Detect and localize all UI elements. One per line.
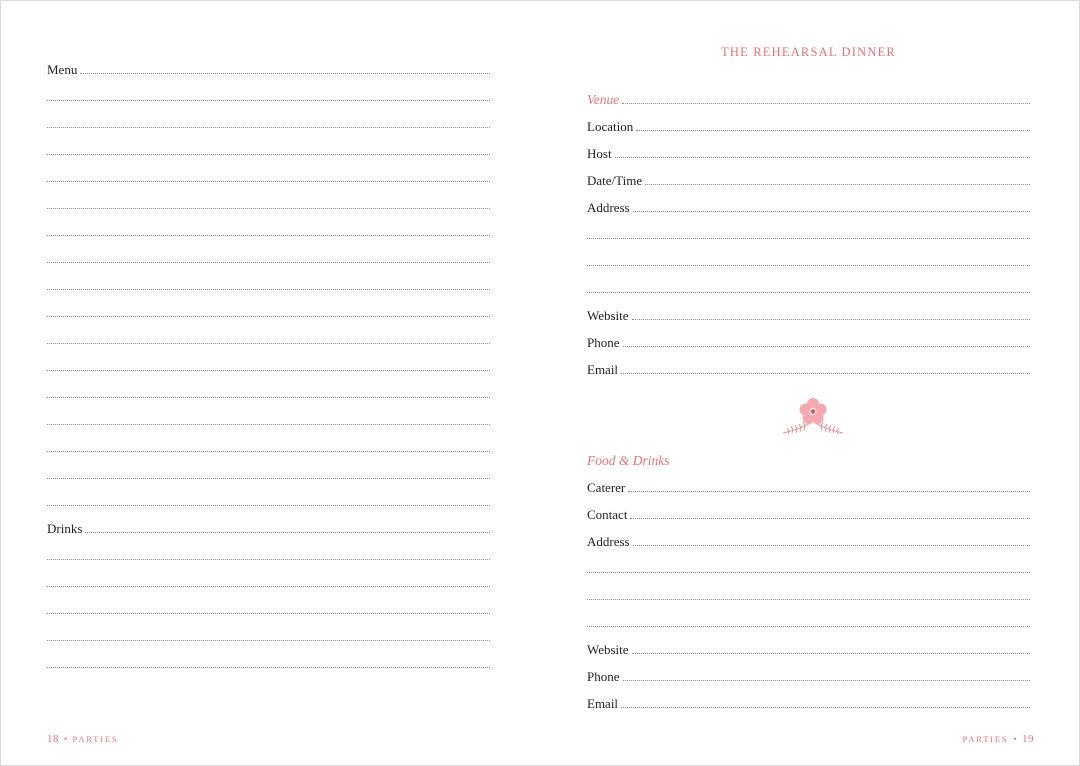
venue-heading: Venue [587, 92, 620, 107]
write-line [587, 599, 1030, 600]
menu-line[interactable] [47, 221, 490, 237]
venue-heading-row [587, 89, 1030, 105]
contact-field[interactable] [587, 504, 1030, 520]
folio-bullet: • [64, 734, 68, 744]
write-line [47, 127, 490, 128]
page-folio-left [47, 733, 118, 745]
drinks-line[interactable] [47, 572, 490, 588]
menu-line[interactable] [47, 194, 490, 210]
page-number: 18 [47, 733, 59, 745]
menu-line[interactable] [47, 140, 490, 156]
write-line [587, 265, 1030, 266]
caterer-address-line[interactable] [587, 558, 1030, 574]
menu-label: Menu [47, 62, 78, 77]
write-line [47, 235, 490, 236]
write-line [632, 319, 1030, 320]
caterer-address-line[interactable] [587, 585, 1030, 601]
write-line [47, 451, 490, 452]
flower-ornament-icon [781, 395, 845, 439]
venue-website-field[interactable] [587, 305, 1030, 321]
write-line [621, 707, 1030, 708]
field-label: Host [587, 146, 612, 161]
caterer-email-field[interactable] [587, 693, 1030, 709]
menu-line[interactable] [47, 383, 490, 399]
drinks-label: Drinks [47, 521, 83, 536]
write-line [47, 505, 490, 506]
write-line [47, 262, 490, 263]
venue-location-field[interactable] [587, 116, 1030, 132]
food-drinks-heading-row [587, 450, 1030, 466]
right-page [540, 1, 1079, 765]
write-line [47, 424, 490, 425]
write-line [47, 343, 490, 344]
field-label: Address [587, 200, 630, 215]
write-line [633, 211, 1030, 212]
page-number: 19 [1022, 733, 1034, 745]
write-line [622, 103, 1030, 104]
menu-line[interactable] [47, 248, 490, 264]
write-line [636, 130, 1030, 131]
caterer-phone-field[interactable] [587, 666, 1030, 682]
write-line [623, 680, 1031, 681]
write-line [47, 316, 490, 317]
write-line [47, 100, 490, 101]
menu-line[interactable] [47, 437, 490, 453]
write-line [80, 73, 490, 74]
food-drinks-heading: Food & Drinks [587, 453, 670, 468]
write-line [587, 238, 1030, 239]
caterer-address-line[interactable] [587, 612, 1030, 628]
field-label: Phone [587, 669, 620, 684]
venue-address-line[interactable] [587, 224, 1030, 240]
venue-phone-field[interactable] [587, 332, 1030, 348]
field-label: Caterer [587, 480, 626, 495]
menu-line[interactable] [47, 275, 490, 291]
write-line [47, 397, 490, 398]
menu-line[interactable] [47, 491, 490, 507]
menu-row[interactable] [47, 59, 490, 75]
drinks-line[interactable] [47, 599, 490, 615]
venue-address-field[interactable] [587, 197, 1030, 213]
page-folio-right [963, 733, 1034, 745]
menu-line[interactable] [47, 356, 490, 372]
field-label: Email [587, 362, 619, 377]
write-line [47, 559, 490, 560]
field-label: Website [587, 642, 629, 657]
menu-line[interactable] [47, 410, 490, 426]
caterer-address-field[interactable] [587, 531, 1030, 547]
write-line [628, 491, 1030, 492]
write-line [47, 478, 490, 479]
write-line [645, 184, 1030, 185]
page-title: THE REHEARSAL DINNER [721, 45, 896, 59]
write-line [85, 532, 490, 533]
menu-line[interactable] [47, 86, 490, 102]
write-line [615, 157, 1030, 158]
write-line [587, 572, 1030, 573]
menu-line[interactable] [47, 464, 490, 480]
caterer-field[interactable] [587, 477, 1030, 493]
folio-bullet: • [1013, 734, 1017, 744]
write-line [47, 289, 490, 290]
menu-line[interactable] [47, 302, 490, 318]
write-line [47, 586, 490, 587]
write-line [47, 181, 490, 182]
venue-address-line[interactable] [587, 278, 1030, 294]
drinks-line[interactable] [47, 653, 490, 669]
field-label: Website [587, 308, 629, 323]
drinks-line[interactable] [47, 626, 490, 642]
write-line [623, 346, 1031, 347]
drinks-row[interactable] [47, 518, 490, 534]
write-line [47, 370, 490, 371]
write-line [632, 653, 1030, 654]
write-line [47, 667, 490, 668]
write-line [621, 373, 1030, 374]
write-line [47, 613, 490, 614]
drinks-line[interactable] [47, 545, 490, 561]
write-line [633, 545, 1030, 546]
left-page [1, 1, 540, 765]
venue-address-line[interactable] [587, 251, 1030, 267]
field-label: Location [587, 119, 634, 134]
venue-host-field[interactable] [587, 143, 1030, 159]
folio-section: PARTIES [962, 734, 1009, 744]
write-line [587, 626, 1030, 627]
write-line [47, 154, 490, 155]
venue-datetime-field[interactable] [587, 170, 1030, 186]
menu-line[interactable] [47, 329, 490, 345]
venue-email-field[interactable] [587, 359, 1030, 375]
menu-line[interactable] [47, 167, 490, 183]
menu-line[interactable] [47, 113, 490, 129]
caterer-website-field[interactable] [587, 639, 1030, 655]
field-label: Date/Time [587, 173, 643, 188]
write-line [630, 518, 1030, 519]
write-line [47, 640, 490, 641]
field-label: Address [587, 534, 630, 549]
write-line [587, 292, 1030, 293]
field-label: Contact [587, 507, 628, 522]
field-label: Phone [587, 335, 620, 350]
field-label: Email [587, 696, 619, 711]
folio-section: PARTIES [72, 734, 119, 744]
write-line [47, 208, 490, 209]
